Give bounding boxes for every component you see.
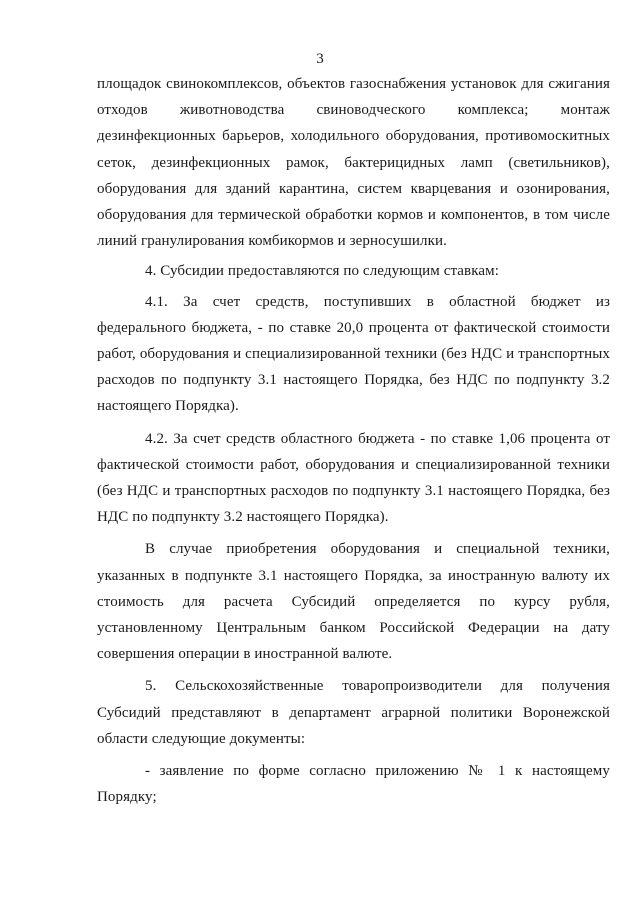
- paragraph-4-2: 4.2. За счет средств областного бюджета - по ставке 1,06 процента от фактической стоимости работ, оборудования и специализированной техники (без НДС и транспортных расходов по подпункту 3.1 настоящего Порядка, без НДС по подпункту 3.2 настоящего Порядка).: [97, 430, 610, 526]
- paragraph-application-item: - заявление по форме согласно приложению № 1 к настоящему Порядку;: [97, 763, 610, 806]
- document-body: [97, 71, 610, 810]
- page-number: 3: [316, 51, 324, 67]
- paragraph-foreign-currency: В случае приобретения оборудования и специальной техники, указанных в подпункте 3.1 настоящего Порядка, за иностранную валюту их стоимость для расчета Субсидий определяется по курсу рубля, установленному Центральным банком Российской Федерации на дату совершения операции в иностранной валюте.: [97, 541, 610, 663]
- paragraph-continuation: площадок свинокомплексов, объектов газоснабжения установок для сжигания отходов животноводства свиноводческого комплекса; монтаж дезинфекционных барьеров, холодильного оборудования, противомоскитных сеток, дезинфекционных рамок, бактерицидных ламп (светильников), оборудования для зданий карантина, систем кварцевания и озонирования, оборудования для термической обработки кормов и компонентов, в том числе линий гранулирования комбикормов и зерносушилки.: [97, 76, 610, 250]
- paragraph-5-documents: 5. Сельскохозяйственные товаропроизводители для получения Субсидий представляют в департамент аграрной политики Воронежской области следующие документы:: [97, 678, 610, 747]
- paragraph-subsidy-rates-heading: 4. Субсидии предоставляются по следующим ставкам:: [145, 263, 500, 280]
- paragraph-4-1: 4.1. За счет средств, поступивших в областной бюджет из федерального бюджета, - по ставке 20,0 процента от фактической стоимости работ, оборудования и специализированной техники (без НДС и транспортных расходов по подпункту 3.1 настоящего Порядка, без НДС по подпункту 3.2 настоящего Порядка).: [97, 293, 610, 415]
